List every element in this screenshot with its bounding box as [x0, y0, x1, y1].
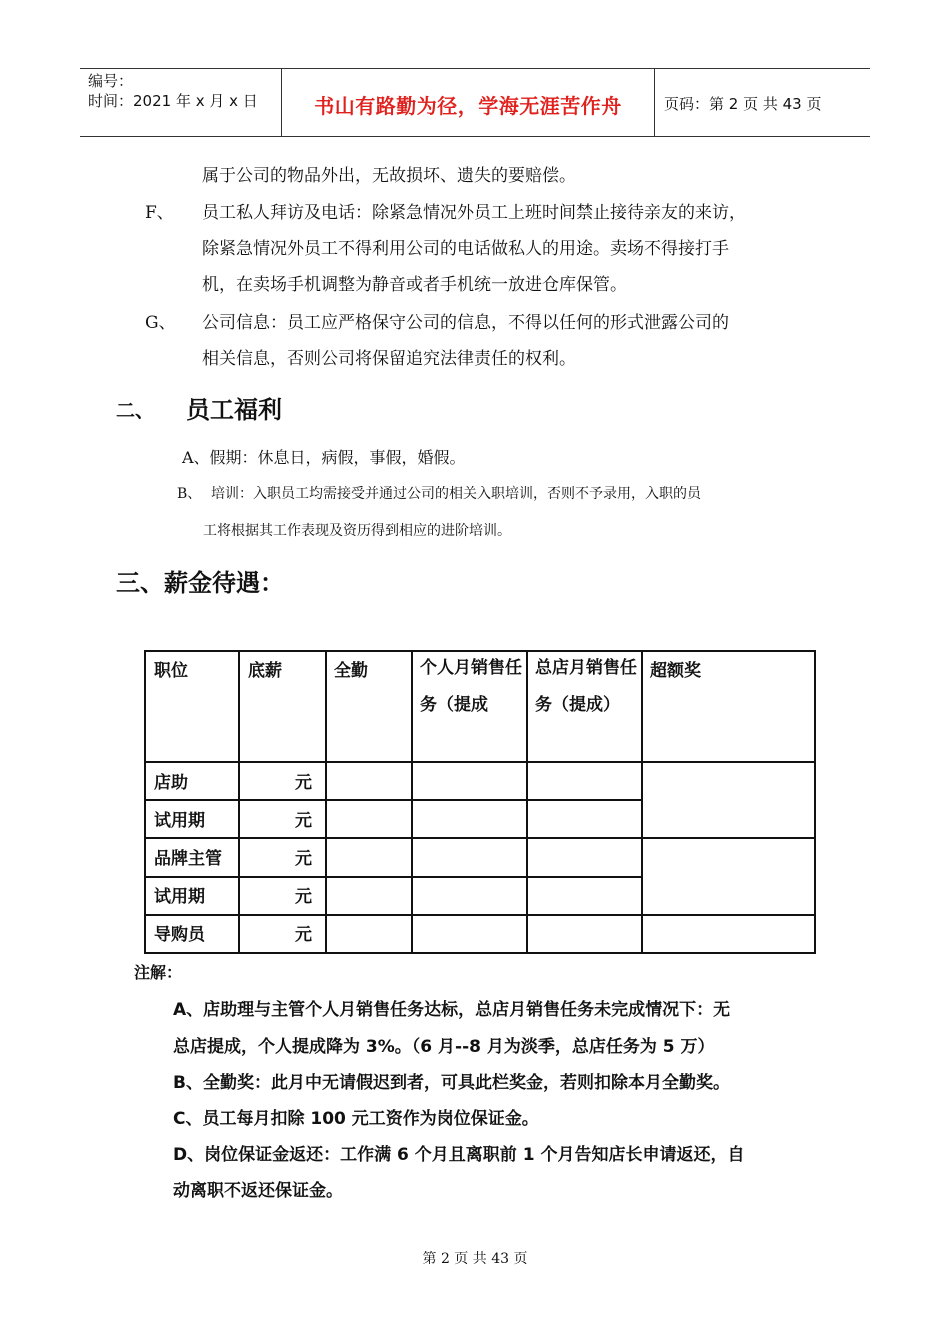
table-cell-base: 元	[295, 887, 312, 907]
table-border	[144, 952, 816, 954]
paragraph-line: 除紧急情况外员工不得利用公司的电话做私人的用途。卖场不得接打手	[202, 239, 729, 259]
table-cell-position: 试用期	[154, 887, 205, 907]
table-border	[144, 799, 641, 801]
table-border	[641, 650, 643, 954]
header-motto: 书山有路勤为径，学海无涯苦作舟	[314, 94, 622, 118]
section-heading: 员工福利	[186, 396, 282, 424]
table-cell-position: 试用期	[154, 811, 205, 831]
list-marker: B、	[177, 486, 202, 502]
list-marker: G、	[145, 313, 176, 333]
table-cell-base: 元	[295, 773, 312, 793]
table-border	[325, 650, 327, 954]
page-footer: 第 2 页 共 43 页	[422, 1251, 528, 1267]
table-header-cell: 底薪	[248, 661, 282, 681]
table-header-cell: 总店月销售任务（提成）	[535, 658, 637, 715]
doc-time-label: 时间：2021 年 x 月 x 日	[88, 92, 258, 110]
salary-table	[144, 650, 816, 954]
header-bottom-rule	[80, 136, 870, 137]
list-marker: F、	[145, 203, 174, 223]
table-cell-position: 品牌主管	[154, 849, 222, 869]
table-border	[814, 650, 816, 954]
note-line: B、全勤奖：此月中无请假迟到者，可具此栏奖金，若则扣除本月全勤奖。	[173, 1073, 730, 1093]
table-cell-position: 店助	[154, 773, 188, 793]
doc-number-label: 编号：	[88, 72, 134, 90]
table-border	[238, 650, 240, 954]
paragraph-line: 机，在卖场手机调整为静音或者手机统一放进仓库保管。	[202, 275, 627, 295]
list-item: A、假期：休息日，病假，事假，婚假。	[182, 448, 466, 467]
paragraph-line: 公司信息：员工应严格保守公司的信息，不得以任何的形式泄露公司的	[202, 313, 729, 333]
paragraph-line: 相关信息，否则公司将保留追究法律责任的权利。	[202, 349, 576, 369]
table-border	[526, 650, 528, 954]
table-header-cell: 全勤	[334, 661, 368, 681]
note-line: 动离职不返还保证金。	[173, 1181, 343, 1201]
section-heading: 三、薪金待遇：	[116, 569, 284, 597]
note-line: C、员工每月扣除 100 元工资作为岗位保证金。	[173, 1109, 539, 1129]
table-border	[144, 876, 641, 878]
paragraph-line: 培训：入职员工均需接受并通过公司的相关入职培训，否则不予录用，入职的员	[211, 486, 701, 502]
note-line: 总店提成，个人提成降为 3%。（6 月--8 月为淡季，总店任务为 5 万）	[173, 1037, 715, 1057]
table-border	[411, 650, 413, 954]
table-header-cell: 职位	[154, 661, 188, 681]
notes-label: 注解：	[134, 963, 183, 982]
section-number: 二、	[116, 400, 155, 422]
table-cell-base: 元	[295, 925, 312, 945]
table-border	[144, 837, 816, 839]
table-border	[144, 914, 816, 916]
note-line: D、岗位保证金返还：工作满 6 个月且离职前 1 个月告知店长申请返还，自	[173, 1145, 745, 1165]
table-cell-position: 导购员	[154, 925, 205, 945]
header-divider	[281, 68, 282, 136]
header-divider	[654, 68, 655, 136]
paragraph-line: 工将根据其工作表现及资历得到相应的进阶培训。	[203, 523, 511, 539]
table-header-cell: 超额奖	[650, 661, 701, 681]
table-border	[144, 650, 146, 954]
paragraph-line: 属于公司的物品外出，无故损坏、遗失的要赔偿。	[202, 166, 576, 186]
table-cell-base: 元	[295, 811, 312, 831]
table-border	[144, 761, 816, 763]
header-top-rule	[80, 68, 870, 69]
table-cell-base: 元	[295, 849, 312, 869]
table-header-cell: 个人月销售任务（提成	[420, 658, 522, 715]
note-line: A、店助理与主管个人月销售任务达标，总店月销售任务未完成情况下：无	[173, 1000, 731, 1020]
header-page-label: 页码：第 2 页 共 43 页	[664, 95, 822, 113]
paragraph-line: 员工私人拜访及电话：除紧急情况外员工上班时间禁止接待亲友的来访，	[202, 203, 746, 223]
